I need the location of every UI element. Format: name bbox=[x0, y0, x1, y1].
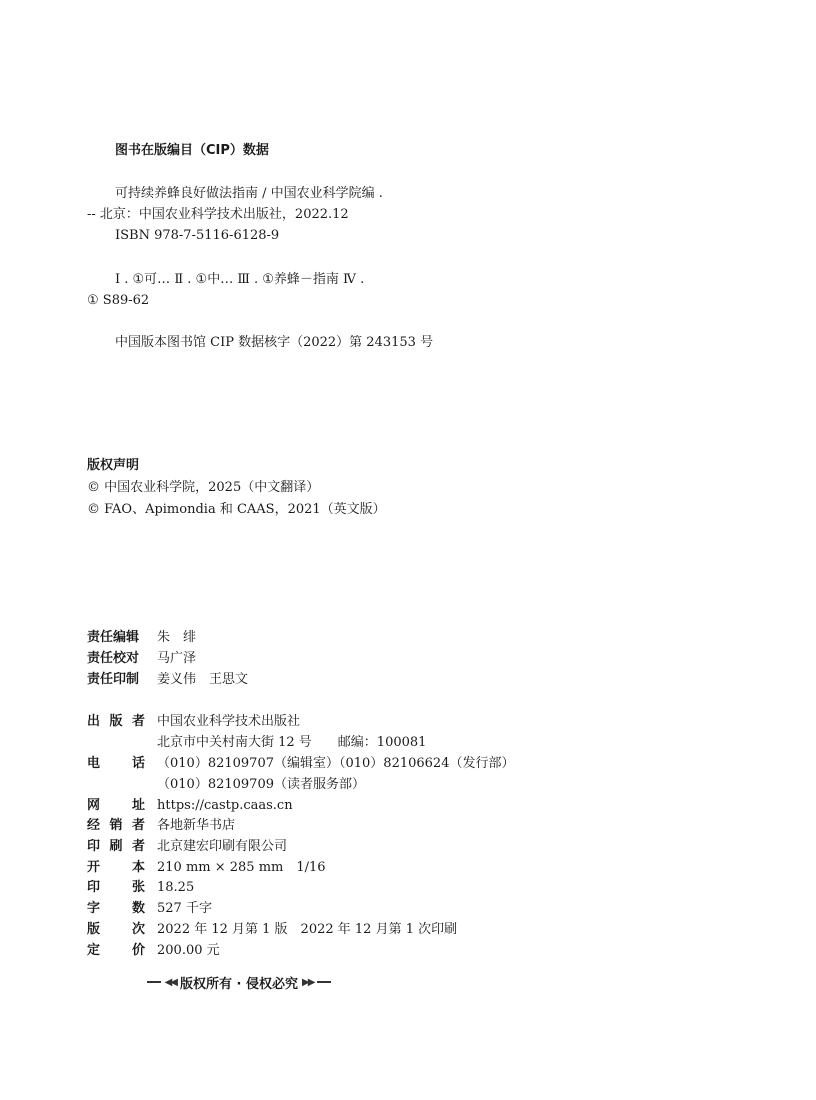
copyright-line-english: © FAO、Apimondia 和 CAAS，2021（英文版） bbox=[87, 502, 386, 517]
edition-label: 版 次 bbox=[87, 922, 145, 937]
cip-classification-line: Ⅰ . ①可… Ⅱ . ①中… Ⅲ . ①养蜂－指南 Ⅳ . bbox=[115, 272, 365, 287]
word-count-label: 字 数 bbox=[87, 901, 145, 916]
publisher-value: 中国农业科学技术出版社 bbox=[157, 714, 301, 729]
price-value: 200.00 元 bbox=[157, 943, 220, 958]
word-count-value: 527 千字 bbox=[157, 901, 212, 916]
cip-title: 图书在版编目（CIP）数据 bbox=[115, 143, 269, 158]
phone-line2: （010）82109709（读者服务部） bbox=[157, 777, 365, 792]
format-value: 210 mm × 285 mm 1/16 bbox=[157, 860, 326, 875]
print-manager-value: 姜义伟 王思文 bbox=[157, 672, 249, 687]
left-rule bbox=[147, 981, 161, 983]
rights-reserved-text: 版权所有 · 侵权必究 bbox=[180, 976, 298, 992]
print-manager-label: 责任印制 bbox=[87, 672, 140, 687]
right-ornament-icon: ▶▶ bbox=[302, 976, 314, 988]
left-ornament-icon: ◀◀ bbox=[164, 976, 176, 988]
distributor-label: 经 销 者 bbox=[87, 818, 145, 833]
website-label: 网 址 bbox=[87, 798, 145, 813]
printer-value: 北京建宏印刷有限公司 bbox=[157, 839, 288, 854]
copyright-line-chinese: © 中国农业科学院，2025（中文翻译） bbox=[87, 480, 320, 495]
price-label: 定 价 bbox=[87, 943, 145, 958]
distributor-value: 各地新华书店 bbox=[157, 818, 236, 833]
publisher-label: 出 版 者 bbox=[87, 714, 145, 729]
sheets-label: 印 张 bbox=[87, 880, 145, 895]
phone-label: 电 话 bbox=[87, 756, 145, 771]
right-rule bbox=[317, 981, 331, 983]
edition-value: 2022 年 12 月第 1 版 2022 年 12 月第 1 次印刷 bbox=[157, 922, 458, 937]
copyright-title: 版权声明 bbox=[87, 458, 140, 473]
format-label: 开 本 bbox=[87, 860, 145, 875]
rights-reserved-banner bbox=[143, 972, 335, 992]
cip-isbn: ISBN 978-7-5116-6128-9 bbox=[115, 228, 280, 243]
cip-classification-code: ① S89-62 bbox=[87, 293, 150, 308]
proofreader-value: 马广泽 bbox=[157, 651, 197, 666]
cip-publisher-line: -- 北京：中国农业科学技术出版社，2022.12 bbox=[87, 207, 349, 222]
editor-value: 朱 绯 bbox=[157, 630, 197, 645]
cip-book-title-line: 可持续养蜂良好做法指南 / 中国农业科学院编 . bbox=[115, 186, 383, 201]
cip-number: 中国版本图书馆 CIP 数据核字（2022）第 243153 号 bbox=[115, 335, 434, 350]
publisher-address: 北京市中关村南大街 12 号 邮编：100081 bbox=[157, 735, 427, 750]
sheets-value: 18.25 bbox=[157, 880, 195, 895]
printer-label: 印 刷 者 bbox=[87, 839, 145, 854]
proofreader-label: 责任校对 bbox=[87, 651, 140, 666]
website-value: https://castp.caas.cn bbox=[157, 798, 293, 813]
phone-line1: （010）82109707（编辑室）（010）82106624（发行部） bbox=[157, 756, 515, 771]
editor-label: 责任编辑 bbox=[87, 630, 140, 645]
